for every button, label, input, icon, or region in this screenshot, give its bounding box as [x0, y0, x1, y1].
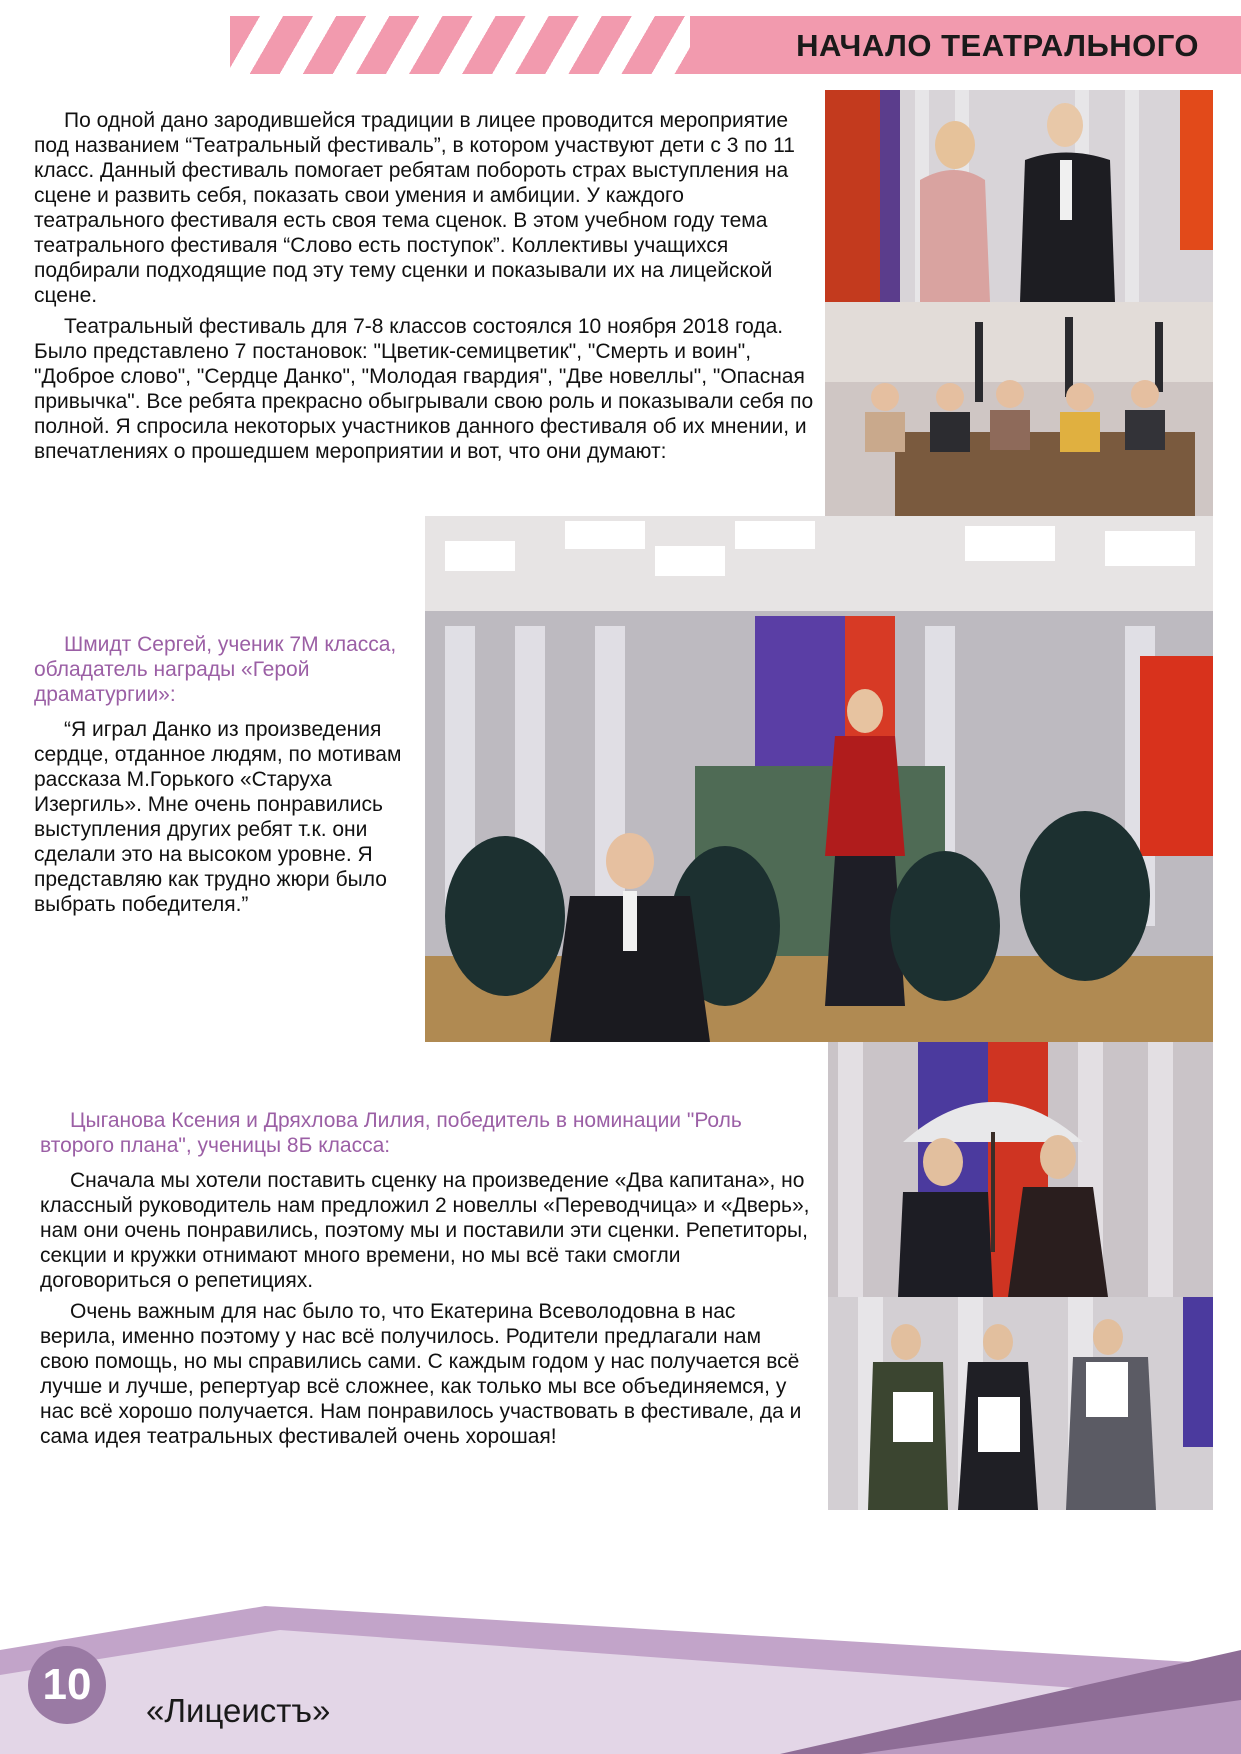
quote-2-paragraph-2: Очень важным для нас было то, что Екатерина Всеволодовна в нас верила, именно поэтому у нас всё получилось. Родители предлагали нам свою помощь, но мы справились сами. С каждым годом у нас получается всё лучше и лучше, репертуар всё сложнее, как только мы все объединяемся, у нас всё хорошо получается. Нам понравилось участвовать в фестивале, да и сама идея театральных фестивалей очень хорошая! [40, 1300, 802, 1448]
quote-1-text: “Я играл Данко из произведения сердце, отданное людям, по мотивам рассказа М.Горького «Старуха Изергиль». Мне очень понравились выступления других ребят т.к. они сделали это на высоком уровне. Я представляю как трудно жюри было выбрать победителя.” [34, 718, 402, 916]
page-number: 10 [28, 1646, 106, 1724]
quote-block-2 [40, 1108, 815, 1455]
magazine-name: «Лицеистъ» [146, 1692, 331, 1729]
intro-paragraph-1: По одной дано зародившейся традиции в лицее проводится мероприятие под названием “Театральный фестиваль”, в котором участвуют дети с 3 по 11 класс. Данный фестиваль помогает ребятам побороть страх выступления на сцене и развить себя, показать свои умения и амбиции. У каждого театрального фестиваля есть своя тема сценок. В этом учебном году тема театрального фестиваля “Слово есть поступок”. Коллективы учащихся подбирали подходящие под эту тему сценки и показывали их на лицейской сцене. [34, 109, 795, 307]
quote-2-heading: Цыганова Ксения и Дряхлова Лилия, победитель в номинации "Роль второго плана", ученицы 8Б класса: [40, 1109, 742, 1157]
photo-stage-performance [425, 516, 1213, 1042]
intro-text [34, 108, 814, 470]
photo-hosts [825, 90, 1213, 302]
quote-2-paragraph-1: Сначала мы хотели поставить сценку на произведение «Два капитана», но классный руководитель нам предложил 2 новеллы «Переводчица» и «Дверь», нам они очень понравились, поэтому мы и поставили эти сценки. Репетиторы, секции и кружки отнимают много времени, но мы всё таки смогли договориться о репетициях. [40, 1169, 810, 1292]
photo-jury [825, 302, 1213, 516]
intro-paragraph-2: Театральный фестиваль для 7-8 классов состоялся 10 ноября 2018 года. Было представлено 7 постановок: "Цветик-семицветик", "Смерть и воин", "Доброе слово", "Сердце Данко", "Молодая гвардия", "Две новеллы", "Опасная привычка". Все ребята прекрасно обыгрывали свою роль и показывали себя по полной. Я спросила некоторых участников данного фестиваля об их мнении, и впечатлениях о прошедшем мероприятии и вот, что они думают: [34, 315, 814, 463]
photo-umbrella-scene [828, 1042, 1213, 1297]
page-title: НАЧАЛО ТЕАТРАЛЬНОГО [796, 28, 1199, 63]
photo-award-winners [828, 1297, 1213, 1510]
quote-1-heading: Шмидт Сергей, ученик 7М класса, обладатель награды «Герой драматургии»: [34, 633, 397, 706]
quote-block-1 [34, 632, 412, 923]
